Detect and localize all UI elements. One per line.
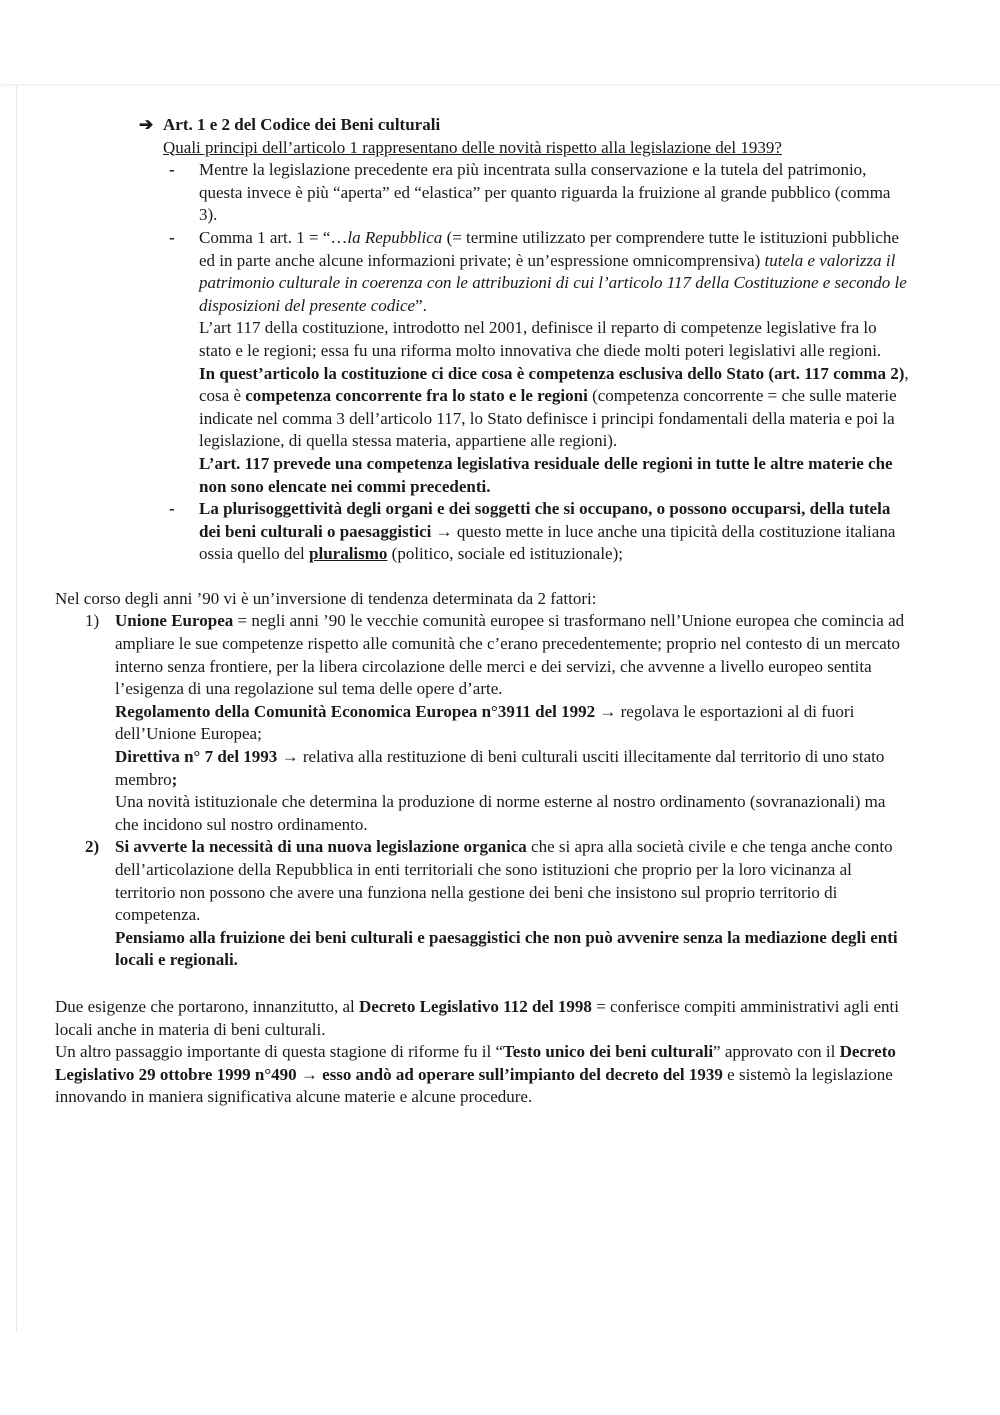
bold-run: Decreto Legislativo 112 del 1998 bbox=[359, 996, 592, 1016]
bullet-dash: - bbox=[169, 160, 175, 180]
section-intro: Nel corso degli anni ’90 vi è un’inversione di tendenza determinata da 2 fattori: bbox=[55, 588, 597, 608]
text-run: (competenza concorrente = che sulle materie indicate nel comma 3 dell’articolo 117, lo Stato definisce i principi fondamentali della materia e poi la legislazione, di quella stessa materia, appartiene alle regioni). bbox=[199, 386, 897, 451]
text-run: → relativa alla restituzione di beni culturali usciti illecitamente dal territorio di uno stato membro bbox=[115, 747, 885, 789]
bold-run: La plurisoggettività degli organi e dei soggetti che si occupano, o possono occuparsi, della tutela dei beni culturali o paesaggistici → bbox=[199, 499, 891, 541]
text-run: = conferisce compiti amministrativi agli enti locali anche in materia di beni culturali. bbox=[55, 996, 899, 1039]
text-run: Un altro passaggio importante di questa stagione di riforme fu il “ bbox=[55, 1042, 504, 1062]
text-run: = negli anni ’90 le vecchie comunità europee si trasformano nell’Unione europea che comincia ad ampliare le sue competenze rispetto alle comunità che c’erano precedentemente; proprio nel contesto di un mercato interno senza frontiere, per la libera circolazione delle merci e dei servizi, che avvenne a livello europeo sentita l’esigenza di una regolazione sul tema delle opere d’arte. bbox=[115, 611, 905, 699]
italic-run: la Repubblica bbox=[347, 227, 443, 247]
bold-run: In quest’articolo la costituzione ci dice cosa è competenza esclusiva dello Stato (art. 117 comma 2) bbox=[199, 363, 905, 383]
page-content bbox=[55, 114, 911, 1109]
document-page bbox=[16, 86, 999, 1332]
section-heading bbox=[111, 114, 911, 137]
item-number: 1) bbox=[85, 611, 100, 631]
bullet-paragraph-bold: L’art. 117 prevede una competenza legislativa residuale delle regioni in tutte le altre materie che non sono elencate nei commi precedenti. bbox=[199, 453, 893, 496]
item-paragraph-bold: Pensiamo alla fruizione dei beni culturali e paesaggistici che non può avvenire senza la mediazione degli enti locali e regionali. bbox=[115, 927, 898, 970]
numbered-item bbox=[55, 610, 911, 836]
bold-run: competenza concorrente fra lo stato e le regioni bbox=[245, 386, 588, 406]
bullet-item bbox=[111, 498, 911, 566]
item-number: 2) bbox=[85, 837, 100, 857]
bullet-item bbox=[111, 227, 911, 498]
bullet-dash: - bbox=[169, 499, 175, 519]
bullet-paragraph bbox=[199, 363, 911, 453]
text-run: regolava le esportazioni al di fuori dell’Unione Europea; bbox=[115, 701, 855, 744]
section-two bbox=[55, 588, 911, 1109]
bold-run: Unione Europea bbox=[115, 611, 234, 631]
bold-run: Direttiva n° 7 del 1993 bbox=[115, 747, 278, 767]
bullet-text: Mentre la legislazione precedente era più incentrata sulla conservazione e la tutela del patrimonio, questa invece è più “aperta” ed “elastica” per quanto riguarda la fruizione al grande pubblico (comma 3). bbox=[199, 160, 891, 225]
text-run: Due esigenze che portarono, innanzitutto, al bbox=[55, 996, 359, 1016]
bold-run: Regolamento della Comunità Economica Europea n°3911 del 1992 → bbox=[115, 701, 617, 721]
item-paragraph: Una novità istituzionale che determina la produzione di norme esterne al nostro ordinamento (sovranazionali) ma che incidono sul nostro ordinamento. bbox=[115, 792, 886, 834]
text-run: Comma 1 art. 1 = “… bbox=[199, 227, 348, 247]
item-paragraph bbox=[115, 746, 911, 791]
bullet-paragraph: L’art 117 della costituzione, introdotto nel 2001, definisce il reparto di competenze legislative fra lo stato e le regioni; essa fu una riforma molto innovativa che diede molti poteri legislativi alle regioni. bbox=[199, 318, 882, 360]
closing-paragraph bbox=[55, 1041, 911, 1109]
bold-run: Decreto Legislativo 29 ottobre 1999 n°490 → esso andò ad operare sull’impianto del decreto del 1939 bbox=[55, 1042, 896, 1084]
text-run: e sistemò la legislazione innovando in maniera significativa alcune materie e alcune procedure. bbox=[55, 1064, 893, 1107]
closing-paragraph bbox=[55, 996, 911, 1041]
viewer-top-bar bbox=[0, 0, 1000, 84]
bullet-dash: - bbox=[169, 227, 175, 247]
bold-run: ; bbox=[171, 769, 178, 789]
bullet-item bbox=[111, 159, 911, 227]
numbered-item bbox=[55, 836, 911, 972]
text-run: che si apra alla società civile e che tenga anche conto dell’articolazione della Repubblica in enti territoriali che sono istituzioni che proprio per la loro vicinanza al territorio non possono che avere una funziona nella gestione dei beni che insistono sul proprio territorio di competenza. bbox=[115, 837, 893, 925]
text-run: (= termine utilizzato per comprendere tutte le istituzioni pubbliche ed in parte anche alcune informazioni private; è un’espressione omnicomprensiva) bbox=[199, 227, 899, 270]
arrow-right-icon: ➔ bbox=[139, 115, 154, 134]
heading-question: Quali principi dell’articolo 1 rappresentano delle novità rispetto alla legislazione del 1939? bbox=[163, 137, 782, 157]
bullet-text bbox=[199, 227, 911, 317]
italic-quote: tutela e valorizza il patrimonio culturale in coerenza con le attribuzioni di cui l’articolo 117 della Costituzione e secondo le disposizioni del presente codice bbox=[199, 250, 907, 315]
item-text bbox=[115, 610, 911, 700]
bold-run: Testo unico dei beni culturali bbox=[503, 1042, 714, 1062]
text-run: , cosa è bbox=[199, 363, 909, 406]
bold-underlined-run: pluralismo bbox=[309, 544, 388, 564]
item-paragraph bbox=[115, 701, 911, 746]
text-run: ” approvato con il bbox=[713, 1042, 840, 1062]
bullet-text bbox=[199, 498, 911, 566]
text-run: questo mette in luce anche una tipicità della costituzione italiana ossia quello del bbox=[199, 521, 896, 564]
heading-title: Art. 1 e 2 del Codice dei Beni culturali bbox=[163, 115, 441, 134]
text-run: ”. bbox=[415, 295, 427, 315]
item-text bbox=[115, 836, 911, 926]
bold-run: Si avverte la necessità di una nuova legislazione organica bbox=[115, 837, 527, 857]
text-run: (politico, sociale ed istituzionale); bbox=[387, 544, 623, 564]
